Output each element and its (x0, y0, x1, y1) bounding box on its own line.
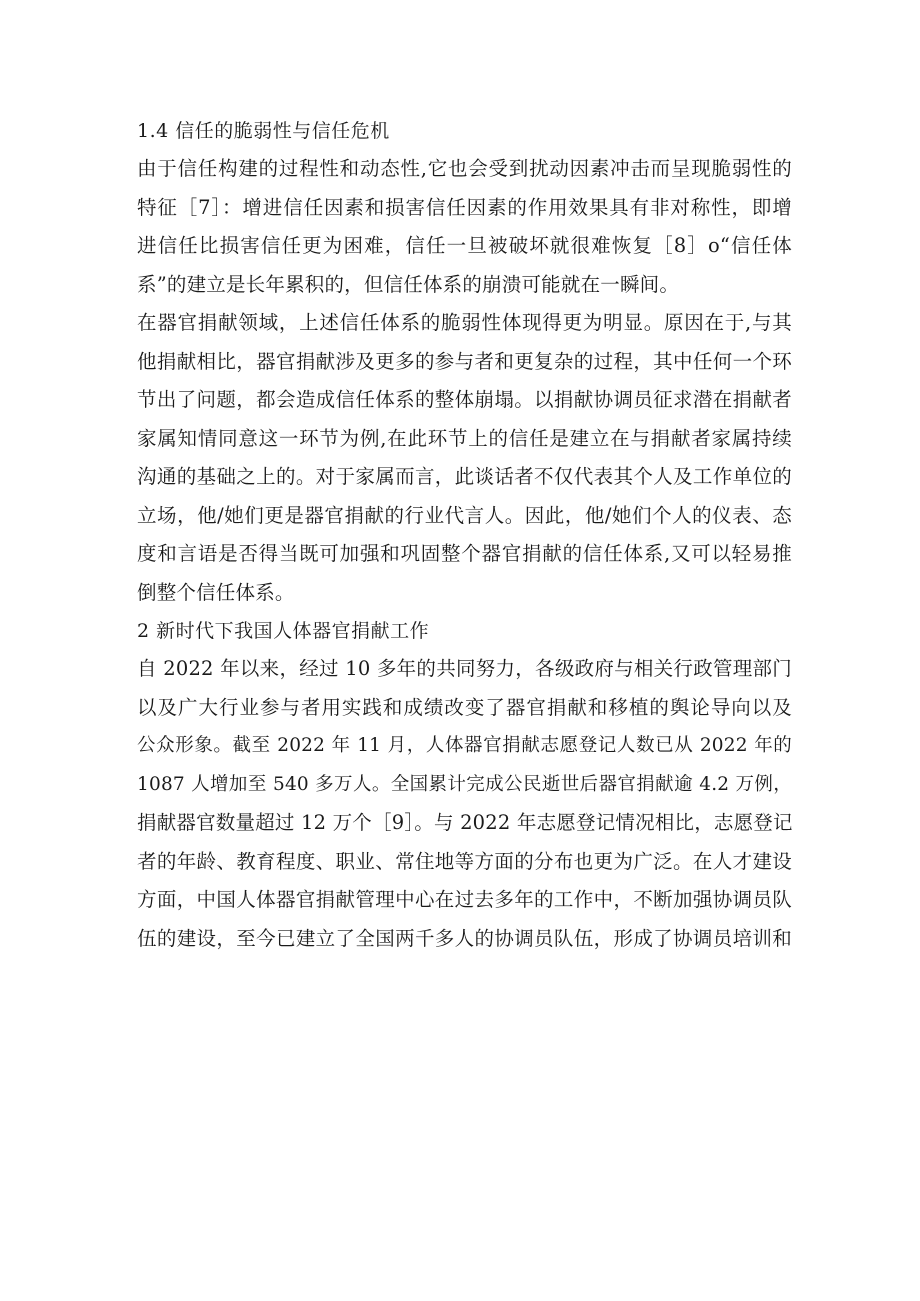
text-line: 捐献器官数量超过 12 万个［9］。与 2022 年志愿登记情况相比，志愿登记 (137, 811, 793, 834)
paragraph-1 (137, 150, 792, 304)
text-line: 者的年龄、教育程度、职业、常住地等方面的分布也更为广泛。在人才建设 (137, 849, 792, 873)
document-page (137, 112, 792, 958)
paragraph-2 (137, 304, 792, 612)
text-line: 方面，中国人体器官捐献管理中心在过去多年的工作中，不断加强协调员队 (137, 888, 792, 911)
paragraph-3 (137, 650, 792, 958)
text-line: 进信任比损害信任更为困难，信任一旦被破坏就很难恢复［8］o“信任体 (137, 234, 792, 257)
text-line: 在器官捐献领域，上述信任体系的脆弱性体现得更为明显。原因在于,与其 (137, 311, 792, 334)
text-line: 他捐献相比，器官捐献涉及更多的参与者和更复杂的过程，其中任何一个环 (137, 349, 792, 373)
text-line: 倒整个信任体系。 (137, 580, 295, 604)
text-line: 以及广大行业参与者用实践和成绩改变了器官捐献和移植的舆论导向以及 (137, 695, 792, 719)
text-line: 节出了问题，都会造成信任体系的整体崩塌。以捐献协调员征求潜在捐献者 (137, 388, 792, 411)
text-line: 伍的建设，至今已建立了全国两千多人的协调员队伍，形成了协调员培训和 (137, 926, 792, 950)
text-line: 由于信任构建的过程性和动态性,它也会受到扰动因素冲击而呈现脆弱性的 (137, 157, 792, 180)
text-line: 立场，他/她们更是器官捐献的行业代言人。因此，他/她们个人的仪表、态 (137, 503, 792, 527)
text-line: 公众形象。截至 2022 年 11 月，人体器官捐献志愿登记人数已从 2022 年的 (137, 735, 792, 756)
text-line: 1087 人增加至 540 多万人。全国累计完成公民逝世后器官捐献逾 4.2 万例， (137, 773, 792, 795)
text-line: 沟通的基础之上的。对于家属而言，此谈话者不仅代表其个人及工作单位的 (137, 465, 792, 488)
text-line: 家属知情同意这一环节为例,在此环节上的信任是建立在与捐献者家属持续 (137, 426, 792, 450)
text-line: 自 2022 年以来，经过 10 多年的共同努力，各级政府与相关行政管理部门 (137, 657, 792, 680)
text-line: 度和言语是否得当既可加强和巩固整个器官捐献的信任体系,又可以轻易推 (137, 542, 792, 565)
section-heading-2: 2 新时代下我国人体器官捐献工作 (137, 620, 430, 642)
section-heading-1-4: 1.4 信任的脆弱性与信任危机 (137, 120, 390, 142)
text-line: 系”的建立是长年累积的，但信任体系的崩溃可能就在一瞬间。 (137, 272, 680, 296)
text-line: 特征［7］：增进信任因素和损害信任因素的作用效果具有非对称性，即增 (137, 195, 792, 219)
